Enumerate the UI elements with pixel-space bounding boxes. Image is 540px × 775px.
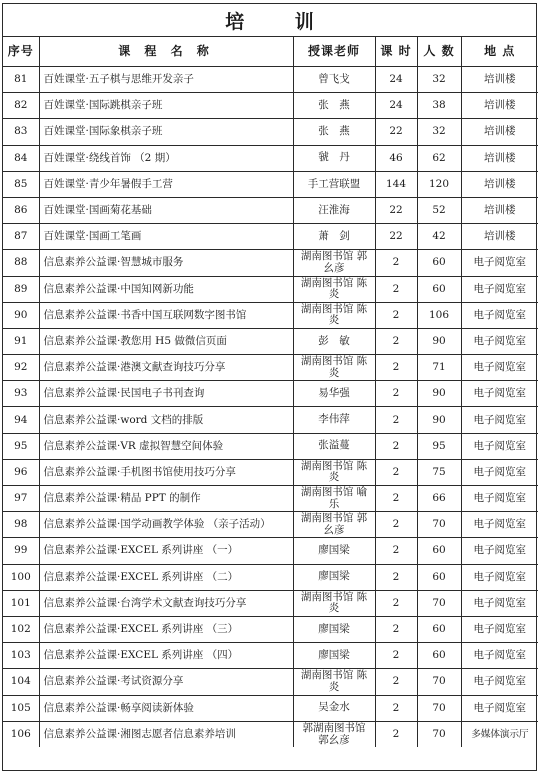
cell-course: 信息素养公益课·word 文档的排版 xyxy=(39,407,293,433)
cell-no: 96 xyxy=(3,459,39,485)
cell-hours: 144 xyxy=(375,171,417,197)
table-title: 培 训 xyxy=(3,4,536,37)
cell-people: 70 xyxy=(417,512,461,538)
table-row xyxy=(3,669,538,695)
cell-hours: 22 xyxy=(375,119,417,145)
cell-location: 电子阅览室 xyxy=(461,276,538,302)
table-row xyxy=(3,486,538,512)
training-table xyxy=(3,37,538,747)
cell-location: 培训楼 xyxy=(461,119,538,145)
table-row xyxy=(3,512,538,538)
cell-course: 信息素养公益课·中国知网新功能 xyxy=(39,276,293,302)
cell-teacher: 湖南图书馆 陈 炎 xyxy=(293,355,375,381)
cell-teacher: 张 燕 xyxy=(293,119,375,145)
cell-course: 信息素养公益课·畅享阅读新体验 xyxy=(39,695,293,721)
cell-teacher: 易华强 xyxy=(293,381,375,407)
cell-hours: 2 xyxy=(375,669,417,695)
cell-course: 信息素养公益课·港澳文献查询技巧分享 xyxy=(39,355,293,381)
cell-people: 120 xyxy=(417,171,461,197)
cell-no: 101 xyxy=(3,590,39,616)
table-row xyxy=(3,695,538,721)
cell-people: 52 xyxy=(417,197,461,223)
cell-location: 电子阅览室 xyxy=(461,643,538,669)
cell-course: 百姓课堂·国画菊花基础 xyxy=(39,197,293,223)
table-row xyxy=(3,433,538,459)
cell-hours: 2 xyxy=(375,538,417,564)
cell-teacher: 湖南图书馆 陈 炎 xyxy=(293,669,375,695)
cell-location: 电子阅览室 xyxy=(461,512,538,538)
table-row xyxy=(3,355,538,381)
cell-course: 信息素养公益课·书香中国互联网数字图书馆 xyxy=(39,302,293,328)
cell-course: 信息素养公益课·台湾学术文献查询技巧分享 xyxy=(39,590,293,616)
cell-teacher: 湖南图书馆 陈 炎 xyxy=(293,302,375,328)
cell-people: 70 xyxy=(417,669,461,695)
table-row xyxy=(3,276,538,302)
cell-hours: 2 xyxy=(375,459,417,485)
cell-hours: 2 xyxy=(375,721,417,747)
cell-people: 71 xyxy=(417,355,461,381)
cell-hours: 2 xyxy=(375,486,417,512)
cell-teacher: 廖国梁 xyxy=(293,643,375,669)
cell-hours: 24 xyxy=(375,67,417,93)
cell-course: 信息素养公益课·教您用 H5 做微信页面 xyxy=(39,328,293,354)
cell-course: 信息素养公益课·VR 虚拟智慧空间体验 xyxy=(39,433,293,459)
cell-location: 培训楼 xyxy=(461,93,538,119)
cell-teacher: 湖南图书馆 郭幺彦 xyxy=(293,512,375,538)
header-course: 课 程 名 称 xyxy=(39,37,293,67)
cell-teacher: 廖国梁 xyxy=(293,538,375,564)
cell-course: 信息素养公益课·EXCEL 系列讲座 （二） xyxy=(39,564,293,590)
table-row xyxy=(3,381,538,407)
cell-teacher: 湖南图书馆 郭幺彦 xyxy=(293,250,375,276)
cell-course: 信息素养公益课·智慧城市服务 xyxy=(39,250,293,276)
cell-people: 60 xyxy=(417,643,461,669)
header-no: 序号 xyxy=(3,37,39,67)
cell-hours: 22 xyxy=(375,197,417,223)
cell-location: 电子阅览室 xyxy=(461,250,538,276)
table-row xyxy=(3,250,538,276)
cell-no: 91 xyxy=(3,328,39,354)
cell-no: 97 xyxy=(3,486,39,512)
cell-no: 81 xyxy=(3,67,39,93)
cell-location: 培训楼 xyxy=(461,197,538,223)
cell-no: 92 xyxy=(3,355,39,381)
cell-people: 60 xyxy=(417,538,461,564)
cell-no: 87 xyxy=(3,224,39,250)
cell-location: 电子阅览室 xyxy=(461,381,538,407)
header-teacher: 授课老师 xyxy=(293,37,375,67)
table-row xyxy=(3,67,538,93)
cell-no: 86 xyxy=(3,197,39,223)
cell-people: 90 xyxy=(417,328,461,354)
cell-course: 百姓课堂·国际跳棋亲子班 xyxy=(39,93,293,119)
cell-hours: 46 xyxy=(375,145,417,171)
cell-people: 38 xyxy=(417,93,461,119)
cell-teacher: 廖国梁 xyxy=(293,616,375,642)
cell-location: 电子阅览室 xyxy=(461,669,538,695)
cell-people: 95 xyxy=(417,433,461,459)
cell-location: 电子阅览室 xyxy=(461,486,538,512)
cell-people: 60 xyxy=(417,276,461,302)
cell-no: 99 xyxy=(3,538,39,564)
table-row xyxy=(3,197,538,223)
cell-people: 60 xyxy=(417,564,461,590)
cell-people: 70 xyxy=(417,721,461,747)
cell-no: 95 xyxy=(3,433,39,459)
cell-people: 70 xyxy=(417,590,461,616)
table-row xyxy=(3,643,538,669)
cell-course: 信息素养公益课·EXCEL 系列讲座 （三） xyxy=(39,616,293,642)
cell-course: 信息素养公益课·湘图志愿者信息素养培训 xyxy=(39,721,293,747)
cell-location: 电子阅览室 xyxy=(461,302,538,328)
cell-course: 信息素养公益课·手机图书馆使用技巧分享 xyxy=(39,459,293,485)
cell-teacher: 湖南图书馆 陈 炎 xyxy=(293,590,375,616)
header-people: 人 数 xyxy=(417,37,461,67)
cell-location: 培训楼 xyxy=(461,145,538,171)
table-row xyxy=(3,407,538,433)
cell-no: 93 xyxy=(3,381,39,407)
cell-no: 98 xyxy=(3,512,39,538)
cell-no: 106 xyxy=(3,721,39,747)
cell-location: 电子阅览室 xyxy=(461,433,538,459)
cell-teacher: 吴金水 xyxy=(293,695,375,721)
cell-teacher: 张 燕 xyxy=(293,93,375,119)
cell-hours: 2 xyxy=(375,250,417,276)
cell-hours: 2 xyxy=(375,512,417,538)
cell-no: 89 xyxy=(3,276,39,302)
cell-people: 32 xyxy=(417,119,461,145)
cell-teacher: 手工营联盟 xyxy=(293,171,375,197)
cell-hours: 24 xyxy=(375,93,417,119)
cell-course: 百姓课堂·绕线首饰 （2 期） xyxy=(39,145,293,171)
table-row xyxy=(3,302,538,328)
cell-hours: 2 xyxy=(375,276,417,302)
cell-no: 100 xyxy=(3,564,39,590)
cell-location: 多媒体演示厅 xyxy=(461,721,538,747)
cell-hours: 2 xyxy=(375,433,417,459)
cell-teacher: 湖南图书馆 喻 乐 xyxy=(293,486,375,512)
cell-course: 信息素养公益课·国学动画教学体验 （亲子活动） xyxy=(39,512,293,538)
cell-course: 信息素养公益课·精品 PPT 的制作 xyxy=(39,486,293,512)
table-row xyxy=(3,224,538,250)
cell-hours: 22 xyxy=(375,224,417,250)
cell-hours: 2 xyxy=(375,590,417,616)
cell-teacher: 张溢蔓 xyxy=(293,433,375,459)
cell-hours: 2 xyxy=(375,643,417,669)
table-row xyxy=(3,564,538,590)
cell-course: 百姓课堂·国际象棋亲子班 xyxy=(39,119,293,145)
cell-teacher: 湖南图书馆 陈 炎 xyxy=(293,459,375,485)
cell-hours: 2 xyxy=(375,407,417,433)
cell-location: 电子阅览室 xyxy=(461,538,538,564)
cell-teacher: 萧 剑 xyxy=(293,224,375,250)
cell-no: 102 xyxy=(3,616,39,642)
cell-hours: 2 xyxy=(375,328,417,354)
cell-location: 电子阅览室 xyxy=(461,616,538,642)
cell-no: 104 xyxy=(3,669,39,695)
cell-teacher: 廖国梁 xyxy=(293,564,375,590)
cell-location: 电子阅览室 xyxy=(461,459,538,485)
table-row xyxy=(3,119,538,145)
cell-teacher: 李伟萍 xyxy=(293,407,375,433)
cell-no: 84 xyxy=(3,145,39,171)
cell-people: 32 xyxy=(417,67,461,93)
table-row xyxy=(3,145,538,171)
cell-teacher: 汪淮海 xyxy=(293,197,375,223)
cell-location: 电子阅览室 xyxy=(461,355,538,381)
cell-no: 85 xyxy=(3,171,39,197)
cell-people: 106 xyxy=(417,302,461,328)
cell-hours: 2 xyxy=(375,564,417,590)
header-row xyxy=(3,37,538,67)
cell-people: 42 xyxy=(417,224,461,250)
cell-no: 94 xyxy=(3,407,39,433)
cell-no: 83 xyxy=(3,119,39,145)
cell-course: 信息素养公益课·EXCEL 系列讲座 （四） xyxy=(39,643,293,669)
cell-location: 电子阅览室 xyxy=(461,695,538,721)
cell-people: 60 xyxy=(417,250,461,276)
cell-location: 电子阅览室 xyxy=(461,328,538,354)
table-row xyxy=(3,459,538,485)
cell-no: 103 xyxy=(3,643,39,669)
cell-hours: 2 xyxy=(375,302,417,328)
cell-people: 66 xyxy=(417,486,461,512)
cell-teacher: 湖南图书馆 陈 炎 xyxy=(293,276,375,302)
header-hours: 课 时 xyxy=(375,37,417,67)
table-row xyxy=(3,616,538,642)
training-table-sheet xyxy=(2,3,537,771)
cell-hours: 2 xyxy=(375,616,417,642)
cell-people: 62 xyxy=(417,145,461,171)
table-row xyxy=(3,538,538,564)
table-row xyxy=(3,590,538,616)
cell-people: 70 xyxy=(417,695,461,721)
cell-course: 百姓课堂·青少年暑假手工营 xyxy=(39,171,293,197)
cell-hours: 2 xyxy=(375,381,417,407)
cell-location: 培训楼 xyxy=(461,224,538,250)
cell-hours: 2 xyxy=(375,695,417,721)
cell-course: 百姓课堂·国画工笔画 xyxy=(39,224,293,250)
cell-location: 电子阅览室 xyxy=(461,407,538,433)
header-location: 地 点 xyxy=(461,37,538,67)
cell-teacher: 虢 丹 xyxy=(293,145,375,171)
table-row xyxy=(3,93,538,119)
cell-people: 90 xyxy=(417,381,461,407)
cell-location: 培训楼 xyxy=(461,171,538,197)
cell-course: 百姓课堂·五子棋与思维开发亲子 xyxy=(39,67,293,93)
table-row xyxy=(3,721,538,747)
cell-location: 培训楼 xyxy=(461,67,538,93)
cell-teacher: 郭湖南图书馆 郭幺彦 xyxy=(293,721,375,747)
cell-no: 88 xyxy=(3,250,39,276)
cell-no: 105 xyxy=(3,695,39,721)
cell-course: 信息素养公益课·民国电子书刊查询 xyxy=(39,381,293,407)
cell-hours: 2 xyxy=(375,355,417,381)
cell-no: 90 xyxy=(3,302,39,328)
cell-teacher: 曾飞戈 xyxy=(293,67,375,93)
cell-location: 电子阅览室 xyxy=(461,590,538,616)
cell-people: 90 xyxy=(417,407,461,433)
cell-teacher: 彭 敏 xyxy=(293,328,375,354)
cell-course: 信息素养公益课·考试资源分享 xyxy=(39,669,293,695)
cell-course: 信息素养公益课·EXCEL 系列讲座 （一） xyxy=(39,538,293,564)
cell-no: 82 xyxy=(3,93,39,119)
cell-people: 75 xyxy=(417,459,461,485)
table-row xyxy=(3,328,538,354)
cell-location: 电子阅览室 xyxy=(461,564,538,590)
table-row xyxy=(3,171,538,197)
cell-people: 60 xyxy=(417,616,461,642)
